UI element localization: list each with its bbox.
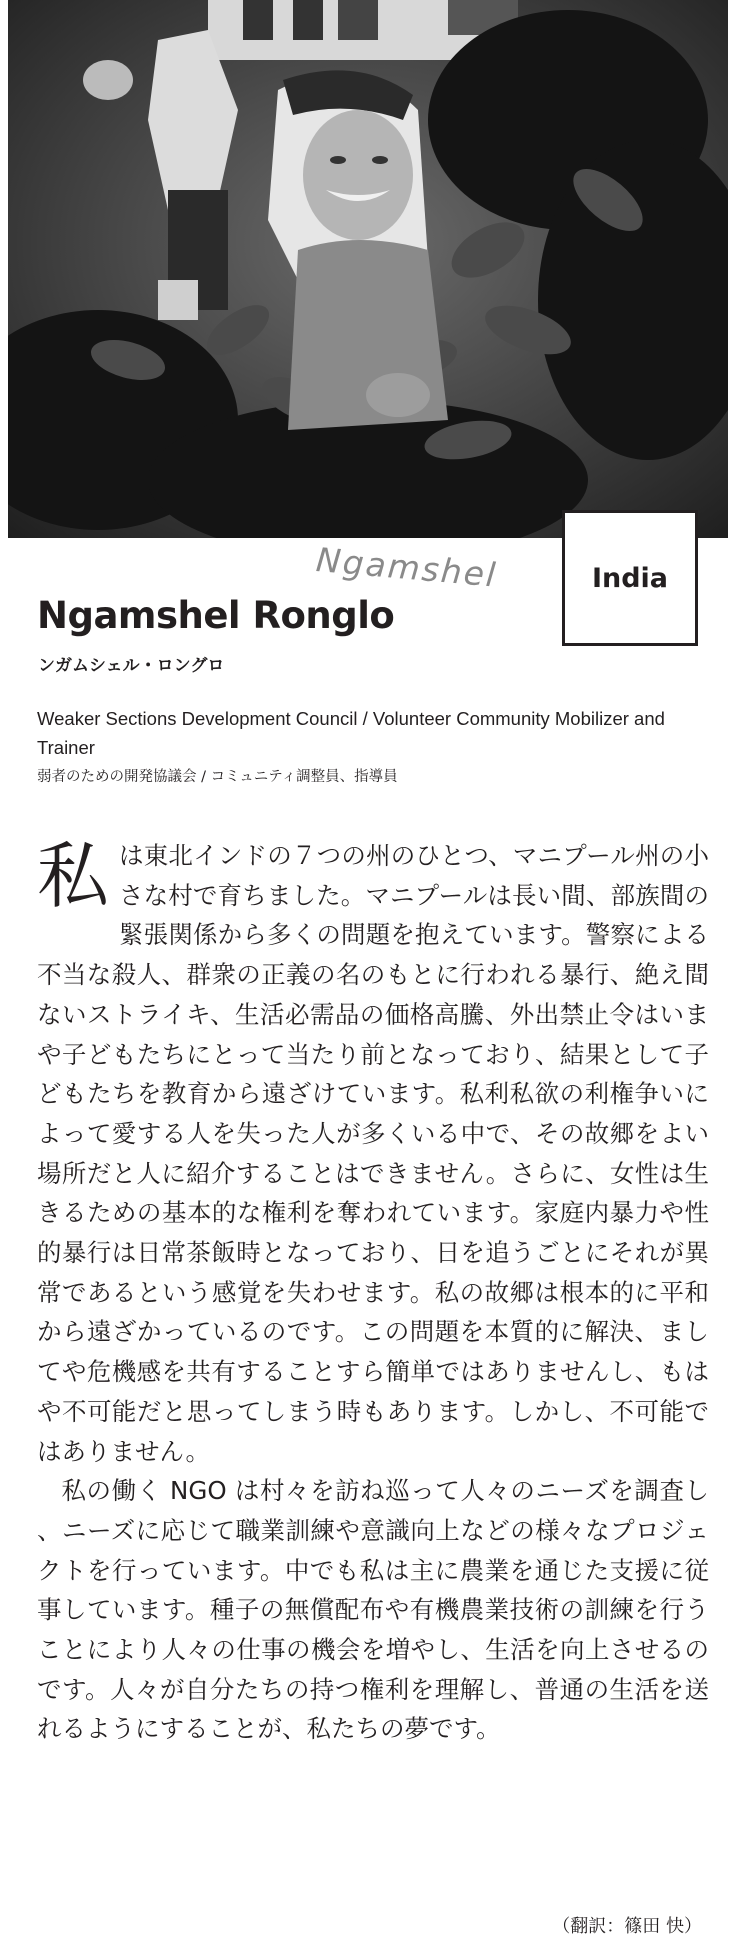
article-paragraph-2: 私の働く NGO は村々を訪ね巡って人々のニーズを調査し、ニーズに応じて職業訓練や意識向上などの様々なプロジェクトを行っています。中でも私は主に農業を通じた支援に従事しています。種子の無償配布や有機農業技術の訓練を行うことにより人々の仕事の機会を増やし、生活を向上させるのです。人々が自分たちの持つ権利を理解し、普通の生活を送れるようにすることが、私たちの夢です。 bbox=[37, 1476, 709, 1744]
paragraph-1-text: は東北インドの７つの州のひとつ、マニプール州の小さな村で育ちました。マニプールは長い間、部族間の緊張関係から多くの問題を抱えています。警察による不当な殺人、群衆の正義の名のもとに行われる暴行、絶え間ないストライキ、生活必需品の価格高騰、外出禁止令はいまや子どもたちにとって当たり前となっており、結果として子どもたちを教育から遠ざけています。私利私欲の利権争いによって愛する人を失った人が多くいる中で、その故郷をよい場所だと人に紹介することはできません。さらに、女性は生きるための基本的な権利を奪われています。家庭内暴力や性的暴行は日常茶飯時となっており、日を追うごとにそれが異常であるという感覚を失わせます。私の故郷は根本的に平和から遠ざかっているのです。この問題を本質的に解決、ましてや危機感を共有することすら簡単ではありませんし、もはや不可能だと思ってしまう時もあります。しかし、不可能ではありません。 bbox=[37, 841, 709, 1466]
profile-photo bbox=[8, 0, 728, 538]
article-paragraph-1 bbox=[37, 836, 709, 1471]
handwritten-signature: Ngamshel bbox=[314, 540, 499, 595]
drop-cap: 私 bbox=[37, 834, 110, 918]
organization-english: Weaker Sections Development Council / Volunteer Community Mobilizer and Trainer bbox=[37, 708, 665, 758]
person-name-japanese: ンガムシェル・ロングロ bbox=[38, 656, 225, 676]
article-body bbox=[37, 836, 709, 1749]
organization-japanese: 弱者のための開発協議会 / コミュニティ調整員、指導員 bbox=[37, 769, 398, 785]
translation-credit: （翻訳：篠田 快） bbox=[552, 1916, 702, 1937]
person-name-english: Ngamshel Ronglo bbox=[37, 594, 395, 637]
country-label: India bbox=[562, 510, 698, 646]
